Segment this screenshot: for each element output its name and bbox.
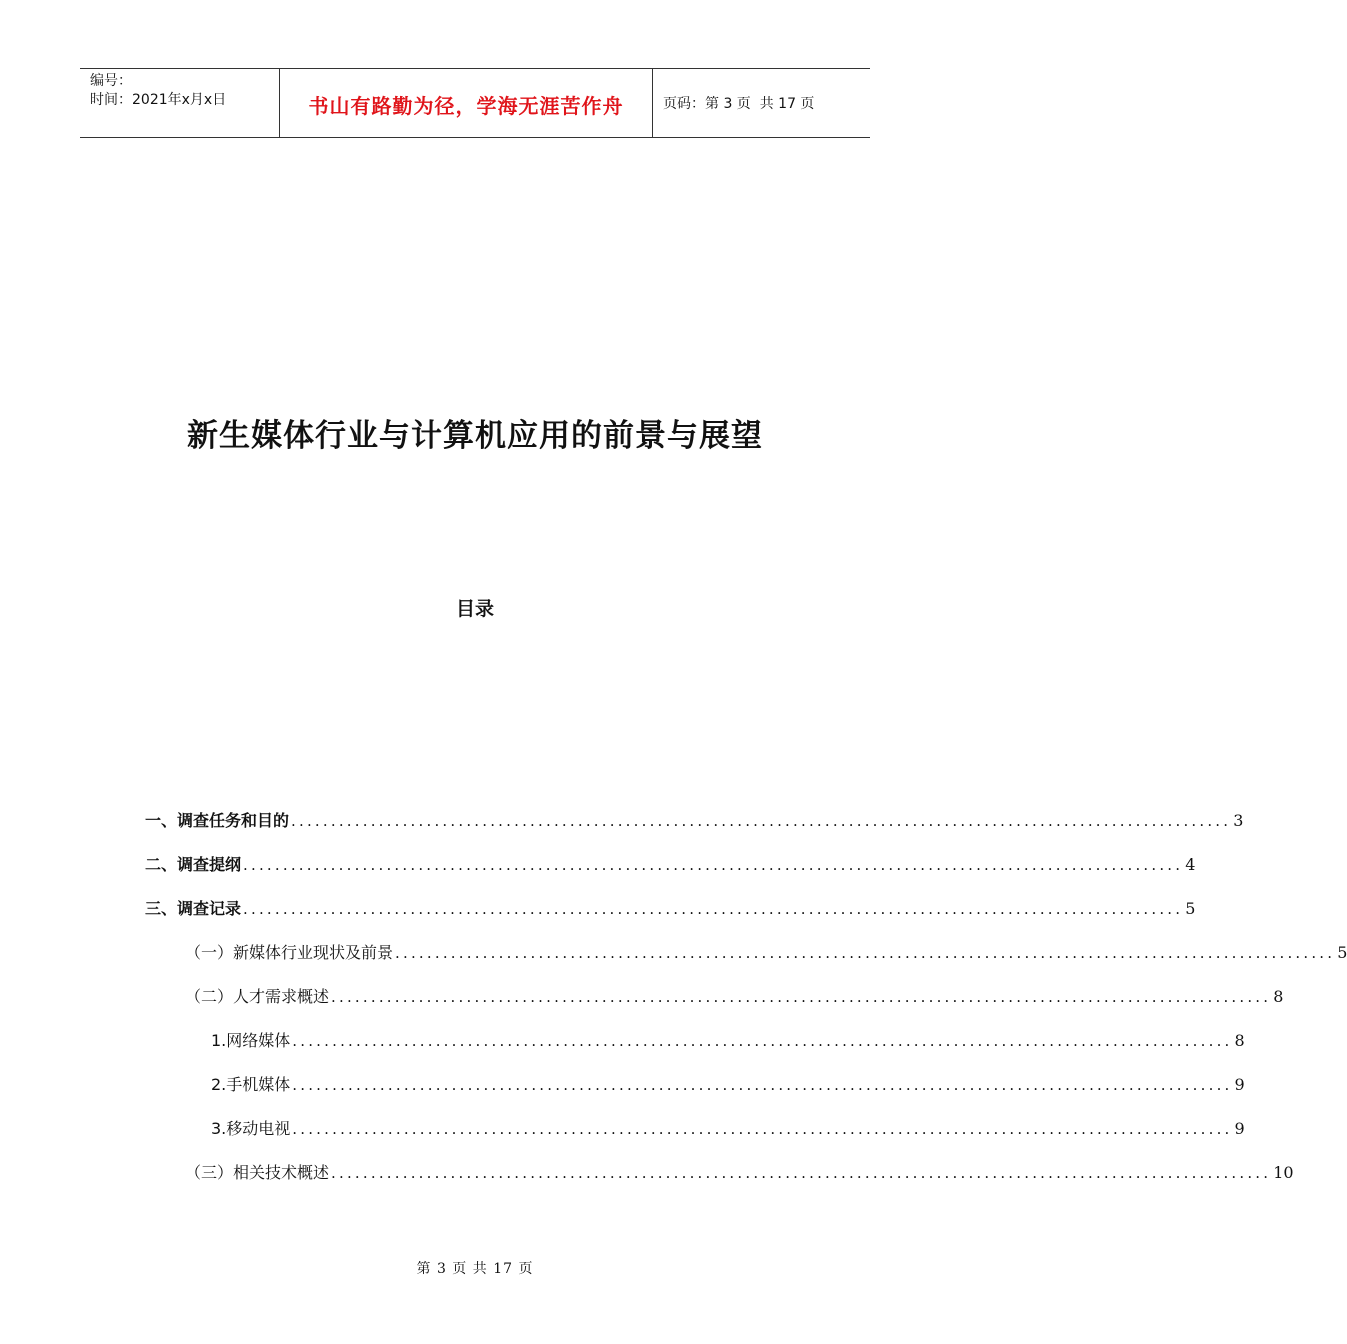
toc-entry-label: 三、调查记录 bbox=[145, 899, 242, 918]
toc-entry-label: 3.移动电视 bbox=[211, 1119, 291, 1138]
toc-heading: 目录 bbox=[455, 598, 494, 620]
toc-entry-page: 10 bbox=[1273, 1163, 1294, 1182]
toc-leader-dots: ...................................................................................................................... bbox=[292, 1032, 1233, 1050]
header-page-info bbox=[653, 69, 870, 137]
toc-leader-dots: ...................................................................................................................... bbox=[243, 856, 1184, 874]
toc-entry[interactable] bbox=[185, 982, 1284, 1012]
toc-entry-page: 4 bbox=[1185, 855, 1196, 874]
toc-entry-label: （三）相关技术概述 bbox=[185, 1163, 330, 1182]
toc-entry[interactable] bbox=[185, 1158, 1294, 1188]
toc-entry[interactable] bbox=[211, 1114, 1245, 1144]
toc-entry-page: 9 bbox=[1234, 1075, 1245, 1094]
toc-leader-dots: ...................................................................................................................... bbox=[331, 988, 1272, 1006]
page-header bbox=[80, 68, 870, 138]
toc-entry[interactable] bbox=[145, 850, 1196, 880]
toc-leader-dots: ...................................................................................................................... bbox=[395, 944, 1336, 962]
toc-leader-dots: ...................................................................................................................... bbox=[292, 1120, 1233, 1138]
toc-entry-label: （一）新媒体行业现状及前景 bbox=[185, 943, 394, 962]
header-meta bbox=[80, 69, 280, 137]
toc-entry[interactable] bbox=[185, 938, 1347, 968]
toc-entry[interactable] bbox=[211, 1026, 1245, 1056]
toc-entry-label: 1.网络媒体 bbox=[211, 1031, 291, 1050]
toc-entry-page: 5 bbox=[1337, 943, 1347, 962]
footer-page-number: 第 3 页 共 17 页 bbox=[416, 1261, 534, 1277]
toc-entry-label: 2.手机媒体 bbox=[211, 1075, 291, 1094]
toc-entry[interactable] bbox=[145, 806, 1244, 836]
toc-entry-page: 9 bbox=[1234, 1119, 1245, 1138]
toc-entry-page: 3 bbox=[1233, 811, 1244, 830]
header-date: 时间：2021年x月x日 bbox=[90, 92, 227, 108]
toc-entry[interactable] bbox=[211, 1070, 1245, 1100]
toc-leader-dots: ...................................................................................................................... bbox=[331, 1164, 1272, 1182]
header-number: 编号： bbox=[90, 73, 132, 89]
page-footer bbox=[0, 1258, 950, 1278]
toc-entry[interactable] bbox=[145, 894, 1196, 924]
toc-entry-label: 一、调查任务和目的 bbox=[145, 811, 290, 830]
toc-entry-label: （二）人才需求概述 bbox=[185, 987, 330, 1006]
document-title: 新生媒体行业与计算机应用的前景与展望 bbox=[187, 418, 763, 454]
toc-entry-label: 二、调查提纲 bbox=[145, 855, 242, 874]
toc-leader-dots: ...................................................................................................................... bbox=[243, 900, 1184, 918]
header-motto: 书山有路勤为径，学海无涯苦作舟 bbox=[280, 69, 653, 137]
toc-entry-page: 5 bbox=[1185, 899, 1196, 918]
toc-entry-page: 8 bbox=[1234, 1031, 1245, 1050]
toc-leader-dots: ...................................................................................................................... bbox=[291, 812, 1232, 830]
header-page-text: 页码：第 3 页 共 17 页 bbox=[663, 96, 815, 112]
toc-entry-page: 8 bbox=[1273, 987, 1284, 1006]
toc-leader-dots: ...................................................................................................................... bbox=[292, 1076, 1233, 1094]
